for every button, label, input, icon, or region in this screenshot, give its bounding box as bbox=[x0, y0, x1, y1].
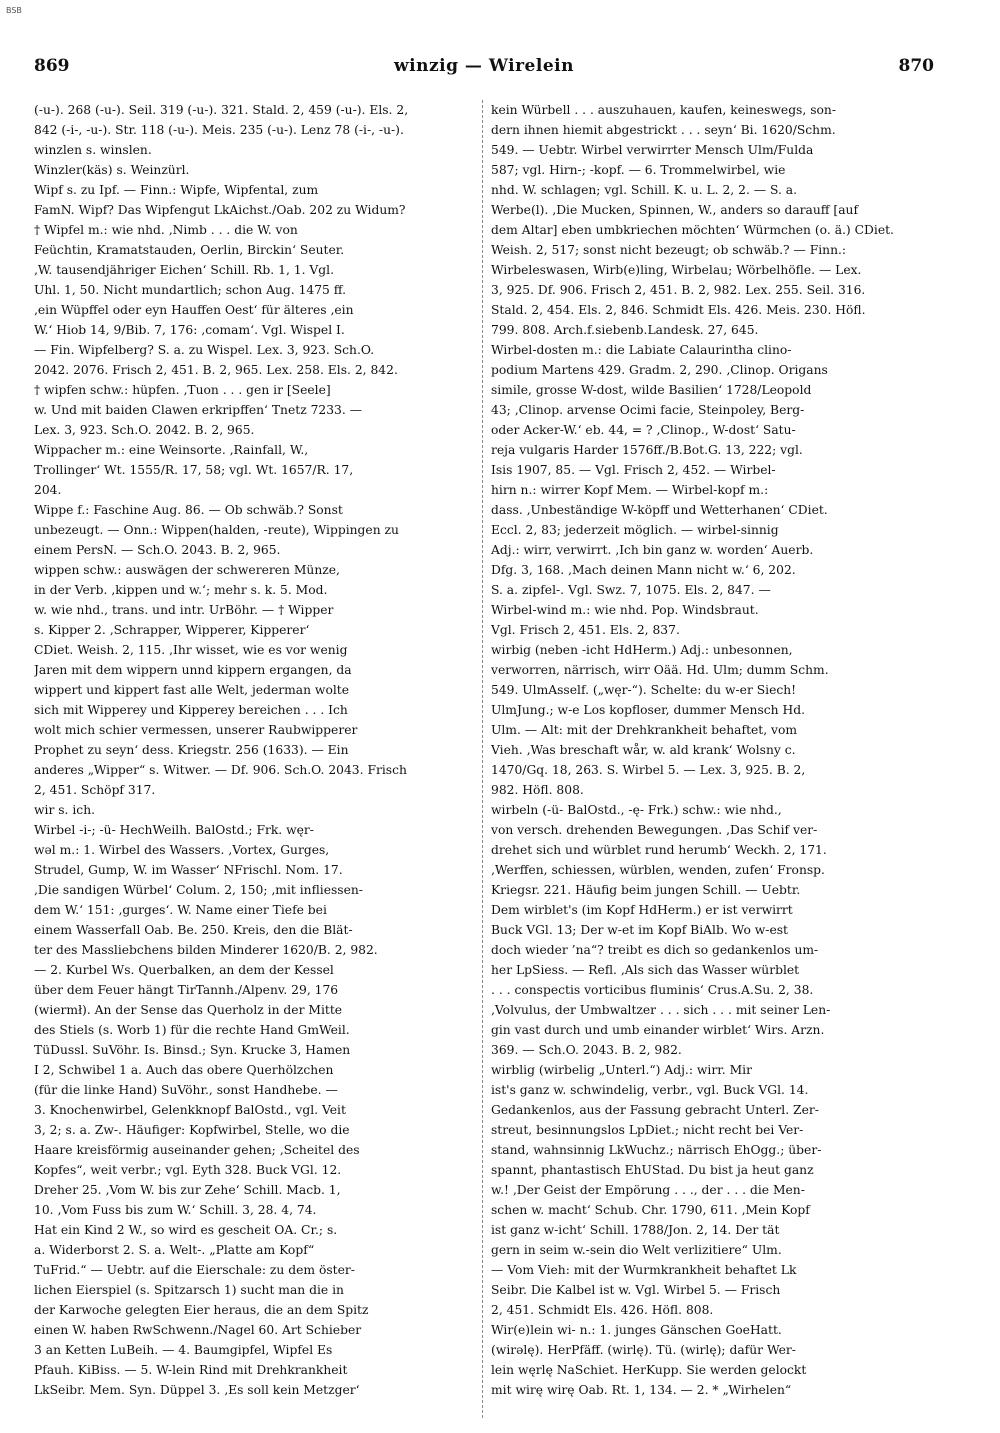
text-line: w.! ‚Der Geist der Empörung . . ., der . . . die Men- bbox=[491, 1183, 805, 1197]
text-line: einen W. haben RwSchwenn./Nagel 60. Art Schieber bbox=[34, 1323, 362, 1337]
text-line: hirn n.: wirrer Kopf Mem. — Wirbel-kopf m.: bbox=[491, 483, 769, 497]
text-line: ‚ein Wüpffel oder eyn Hauffen Oest‘ für älteres ‚ein bbox=[34, 303, 354, 317]
text-line: Ulm. — Alt: mit der Drehkrankheit behaftet, vom bbox=[491, 723, 798, 737]
text-line: (-u-). 268 (-u-). Seil. 319 (-u-). 321. Stald. 2, 459 (-u-). Els. 2, bbox=[34, 103, 409, 117]
text-line: über dem Feuer hängt TirTannh./Alpenv. 29, 176 bbox=[34, 983, 339, 997]
text-line: Dfg. 3, 168. ‚Mach deinen Mann nicht w.‘ 6, 202. bbox=[491, 563, 796, 577]
text-line: Vieh. ‚Was breschaft wår, w. ald krank‘ Wolsny c. bbox=[491, 743, 796, 757]
text-line: ‚W. tausendjähriger Eichen‘ Schill. Rb. 1, 1. Vgl. bbox=[34, 263, 335, 277]
text-line: (für die linke Hand) SuVöhr., sonst Handhebe. — bbox=[34, 1083, 338, 1097]
text-line: w. wie nhd., trans. und intr. UrBöhr. — † Wipper bbox=[34, 603, 334, 617]
text-line: Seibr. Die Kalbel ist w. Vgl. Wirbel 5. — Frisch bbox=[491, 1283, 781, 1297]
text-line: Wirbel -i-; -ü- HechWeilh. BalOstd.; Frk. węr- bbox=[34, 823, 314, 837]
text-line: (wiermł). An der Sense das Querholz in der Mitte bbox=[34, 1003, 343, 1017]
text-line: 3, 2; s. a. Zw-. Häufiger: Kopfwirbel, Stelle, wo die bbox=[34, 1123, 350, 1137]
right-page-number: 870 bbox=[898, 56, 934, 76]
text-line: 799. 808. Arch.f.siebenb.Landesk. 27, 645. bbox=[491, 323, 759, 337]
text-line: verworren, närrisch, wirr Oää. Hd. Ulm; dumm Schm. bbox=[491, 663, 829, 677]
text-line: anderes „Wipper“ s. Witwer. — Df. 906. Sch.O. 2043. Frisch bbox=[34, 763, 407, 777]
text-line: Kopfes“, weit verbr.; vgl. Eyth 328. Buck VGl. 12. bbox=[34, 1163, 342, 1177]
text-line: 10. ‚Vom Fuss bis zum W.‘ Schill. 3, 28. 4, 74. bbox=[34, 1203, 317, 1217]
text-line: Stald. 2, 454. Els. 2, 846. Schmidt Els. 426. Meis. 230. Höfl. bbox=[491, 303, 866, 317]
text-line: wir s. ich. bbox=[34, 803, 96, 817]
text-line: Werbe(l). ‚Die Mucken, Spinnen, W., anders so darauff [auf bbox=[491, 203, 859, 217]
text-line: W.‘ Hiob 14, 9/Bib. 7, 176: ‚comam‘. Vgl. Wispel I. bbox=[34, 323, 345, 337]
text-line: w. Und mit baiden Clawen erkripffen‘ Tnetz 7233. — bbox=[34, 403, 362, 417]
text-line: Wippe f.: Faschine Aug. 86. — Ob schwäb.? Sonst bbox=[34, 503, 343, 517]
text-line: Wipf s. zu Ipf. — Finn.: Wipfe, Wipfental, zum bbox=[34, 183, 319, 197]
text-line: Buck VGl. 13; Der w-et im Kopf BiAlb. Wo w-est bbox=[491, 923, 788, 937]
text-line: reja vulgaris Harder 1576ff./B.Bot.G. 13, 222; vgl. bbox=[491, 443, 803, 457]
text-line: Isis 1907, 85. — Vgl. Frisch 2, 452. — Wirbel- bbox=[491, 463, 776, 477]
text-line: Wirbel-dosten m.: die Labiate Calaurintha clino- bbox=[491, 343, 792, 357]
text-line: stand, wahnsinnig LkWuchz.; närrisch EhOgg.; über- bbox=[491, 1143, 822, 1157]
text-line: dem W.‘ 151: ‚gurges‘. W. Name einer Tiefe bei bbox=[34, 903, 327, 917]
text-line: simile, grosse W-dost, wilde Basilien‘ 1728/Leopold bbox=[491, 383, 812, 397]
text-line: nhd. W. schlagen; vgl. Schill. K. u. L. 2, 2. — S. a. bbox=[491, 183, 798, 197]
text-line: des Stiels (s. Worb 1) für die rechte Hand GmWeil. bbox=[34, 1023, 350, 1037]
text-line: ist ganz w-icht‘ Schill. 1788/Jon. 2, 14. Der tät bbox=[491, 1223, 780, 1237]
text-line: unbezeugt. — Onn.: Wippen(halden, -reute), Wippingen zu bbox=[34, 523, 399, 537]
text-line: Vgl. Frisch 2, 451. Els. 2, 837. bbox=[491, 623, 680, 637]
right-column bbox=[491, 100, 935, 1420]
text-line: Eccl. 2, 83; jederzeit möglich. — wirbel-sinnig bbox=[491, 523, 779, 537]
text-line: dem Altar] eben umbkriechen möchten‘ Würmchen (o. ä.) CDiet. bbox=[491, 223, 894, 237]
text-line: Dreher 25. ‚Vom W. bis zur Zehe‘ Schill. Macb. 1, bbox=[34, 1183, 341, 1197]
text-line: TüDussl. SuVöhr. Is. Binsd.; Syn. Krucke 3, Hamen bbox=[34, 1043, 351, 1057]
text-line: drehet sich und würblet rund herumb‘ Weckh. 2, 171. bbox=[491, 843, 827, 857]
text-line: 549. — Uebtr. Wirbel verwirrter Mensch Ulm/Fulda bbox=[491, 143, 814, 157]
text-line: 204. bbox=[34, 483, 62, 497]
text-line: Prophet zu seyn‘ dess. Kriegstr. 256 (1633). — Ein bbox=[34, 743, 349, 757]
text-line: . . . conspectis vorticibus fluminis‘ Crus.A.Su. 2, 38. bbox=[491, 983, 814, 997]
text-line: Pfauh. KiBiss. — 5. W-lein Rind mit Drehkrankheit bbox=[34, 1363, 348, 1377]
text-line: Dem wirblet's (im Kopf HdHerm.) er ist verwirrt bbox=[491, 903, 793, 917]
text-line: 3, 925. Df. 906. Frisch 2, 451. B. 2, 982. Lex. 255. Seil. 316. bbox=[491, 283, 866, 297]
text-line: wirblig (wirbelig „Unterl.“) Adj.: wirr. Mir bbox=[491, 1063, 752, 1077]
text-line: streut, besinnungslos LpDiet.; nicht recht bei Ver- bbox=[491, 1123, 804, 1137]
text-line: Lex. 3, 923. Sch.O. 2042. B. 2, 965. bbox=[34, 423, 255, 437]
text-line: Jaren mit dem wippern unnd kippern ergangen, da bbox=[34, 663, 352, 677]
text-line: I 2, Schwibel 1 a. Auch das obere Querhölzchen bbox=[34, 1063, 334, 1077]
text-line: 842 (-i-, -u-). Str. 118 (-u-). Meis. 235 (-u-). Lenz 78 (-i-, -u-). bbox=[34, 123, 404, 137]
text-line: winzlen s. winslen. bbox=[34, 143, 152, 157]
text-line: 549. UlmAsself. („węr-“). Schelte: du w-er Siech! bbox=[491, 683, 797, 697]
text-line: FamN. Wipf? Das Wipfengut LkAichst./Oab. 202 zu Widum? bbox=[34, 203, 406, 217]
library-stamp: BSB bbox=[6, 6, 22, 15]
text-line: 982. Höfl. 808. bbox=[491, 783, 584, 797]
text-line: Wir(e)lein wi- n.: 1. junges Gänschen GoeHatt. bbox=[491, 1323, 782, 1337]
text-line: 2042. 2076. Frisch 2, 451. B. 2, 965. Lex. 258. Els. 2, 842. bbox=[34, 363, 398, 377]
text-line: s. Kipper 2. ‚Schrapper, Wipperer, Kipperer‘ bbox=[34, 623, 310, 637]
text-line: 369. — Sch.O. 2043. B. 2, 982. bbox=[491, 1043, 682, 1057]
text-line: dass. ‚Unbeständige W-köpff und Wetterhanen‘ CDiet. bbox=[491, 503, 828, 517]
text-line: — Vom Vieh: mit der Wurmkrankheit behaftet Lk bbox=[491, 1263, 797, 1277]
text-line: — Fin. Wipfelberg? S. a. zu Wispel. Lex. 3, 923. Sch.O. bbox=[34, 343, 375, 357]
text-line: † Wipfel m.: wie nhd. ‚Nimb . . . die W. von bbox=[34, 223, 298, 237]
text-line: gin vast durch und umb einander wirblet‘ Wirs. Arzn. bbox=[491, 1023, 825, 1037]
text-line: CDiet. Weish. 2, 115. ‚Ihr wisset, wie es vor wenig bbox=[34, 643, 348, 657]
text-line: lein węrlę NaSchiet. HerKupp. Sie werden gelockt bbox=[491, 1363, 807, 1377]
text-line: Strudel, Gump, W. im Wasser‘ NFrischl. Nom. 17. bbox=[34, 863, 343, 877]
page-header bbox=[34, 56, 934, 82]
text-line: von versch. drehenden Bewegungen. ‚Das Schif ver- bbox=[491, 823, 818, 837]
text-line: ‚Die sandigen Würbel‘ Colum. 2, 150; ‚mit infliessen- bbox=[34, 883, 363, 897]
text-line: Gedankenlos, aus der Fassung gebracht Unterl. Zer- bbox=[491, 1103, 819, 1117]
column-divider bbox=[482, 100, 483, 1418]
text-line: schen w. macht‘ Schub. Chr. 1790, 611. ‚Mein Kopf bbox=[491, 1203, 810, 1217]
text-line: wəl m.: 1. Wirbel des Wassers. ‚Vortex, Gurges, bbox=[34, 843, 330, 857]
text-line: dern ihnen hiemit abgestrickt . . . seyn‘ Bi. 1620/Schm. bbox=[491, 123, 836, 137]
page-title: winzig — Wirelein bbox=[394, 56, 574, 76]
text-line: einem Wasserfall Oab. Be. 250. Kreis, den die Blät- bbox=[34, 923, 353, 937]
text-line: mit wirę wirę Oab. Rt. 1, 134. — 2. * „Wirhelen“ bbox=[491, 1383, 792, 1397]
text-line: Hat ein Kind 2 W., so wird es gescheit OA. Cr.; s. bbox=[34, 1223, 338, 1237]
text-line: Haare kreisförmig auseinander gehen; ‚Scheitel des bbox=[34, 1143, 360, 1157]
text-line: Adj.: wirr, verwirrt. ‚Ich bin ganz w. worden‘ Auerb. bbox=[491, 543, 814, 557]
text-line: Wippacher m.: eine Weinsorte. ‚Rainfall, W., bbox=[34, 443, 309, 457]
text-line: wirbig (neben -icht HdHerm.) Adj.: unbesonnen, bbox=[491, 643, 793, 657]
text-line: her LpSiess. — Refl. ‚Als sich das Wasser würblet bbox=[491, 963, 800, 977]
text-line: 43; ‚Clinop. arvense Ocimi facie, Steinpoley, Berg- bbox=[491, 403, 805, 417]
text-line: S. a. zipfel-. Vgl. Swz. 7, 1075. Els. 2, 847. — bbox=[491, 583, 771, 597]
text-line: der Karwoche gelegten Eier heraus, die an dem Spitz bbox=[34, 1303, 369, 1317]
text-line: spannt, phantastisch EhUStad. Du bist ja heut ganz bbox=[491, 1163, 814, 1177]
text-line: gern in seim w.-sein dio Welt verlizitiere“ Ulm. bbox=[491, 1243, 782, 1257]
text-line: in der Verb. ‚kippen und w.‘; mehr s. k. 5. Mod. bbox=[34, 583, 328, 597]
text-line: Wirbel-wind m.: wie nhd. Pop. Windsbraut. bbox=[491, 603, 759, 617]
text-line: ist's ganz w. schwindelig, verbr., vgl. Buck VGl. 14. bbox=[491, 1083, 809, 1097]
text-line: wippen schw.: auswägen der schwereren Münze, bbox=[34, 563, 340, 577]
left-page-number: 869 bbox=[34, 56, 70, 76]
text-line: UlmJung.; w-e Los kopfloser, dummer Mensch Hd. bbox=[491, 703, 805, 717]
text-line: Weish. 2, 517; sonst nicht bezeugt; ob schwäb.? — Finn.: bbox=[491, 243, 847, 257]
text-line: doch wieder ’na“? treibt es dich so gedankenlos um- bbox=[491, 943, 819, 957]
text-line: † wipfen schw.: hüpfen. ‚Tuon . . . gen ir [Seele] bbox=[34, 383, 331, 397]
text-line: Trollinger‘ Wt. 1555/R. 17, 58; vgl. Wt. 1657/R. 17, bbox=[34, 463, 354, 477]
left-column bbox=[34, 100, 474, 1420]
text-line: lichen Eierspiel (s. Spitzarsch 1) sucht man die in bbox=[34, 1283, 344, 1297]
text-line: — 2. Kurbel Ws. Querbalken, an dem der Kessel bbox=[34, 963, 334, 977]
text-line: Uhl. 1, 50. Nicht mundartlich; schon Aug. 1475 ff. bbox=[34, 283, 346, 297]
text-line: Feüchtin, Kramatstauden, Oerlin, Birckin‘ Seuter. bbox=[34, 243, 345, 257]
text-line: oder Acker-W.‘ eb. 44, = ? ‚Clinop., W-dost‘ Satu- bbox=[491, 423, 796, 437]
text-line: Kriegsr. 221. Häufig beim jungen Schill. — Uebtr. bbox=[491, 883, 801, 897]
text-line: wirbeln (-ü- BalOstd., -ę- Frk.) schw.: wie nhd., bbox=[491, 803, 782, 817]
text-line: a. Widerborst 2. S. a. Welt-. „Platte am Kopf“ bbox=[34, 1243, 315, 1257]
text-line: einem PersN. — Sch.O. 2043. B. 2, 965. bbox=[34, 543, 281, 557]
text-line: Wirbeleswasen, Wirb(e)ling, Wirbelau; Wörbelhöfle. — Lex. bbox=[491, 263, 862, 277]
text-line: (wirəlę). HerPfäff. (wirlę). Tü. (wirlę); dafür Wer- bbox=[491, 1343, 796, 1357]
text-line: wolt mich schier vermessen, unserer Raubwipperer bbox=[34, 723, 358, 737]
text-line: 1470/Gq. 18, 263. S. Wirbel 5. — Lex. 3, 925. B. 2, bbox=[491, 763, 806, 777]
text-line: ‚Volvulus, der Umbwaltzer . . . sich . . . mit seiner Len- bbox=[491, 1003, 831, 1017]
text-line: podium Martens 429. Gradm. 2, 290. ‚Clinop. Origans bbox=[491, 363, 828, 377]
text-line: 2, 451. Schmidt Els. 426. Höfl. 808. bbox=[491, 1303, 714, 1317]
text-line: 3. Knochenwirbel, Gelenkknopf BalOstd., vgl. Veit bbox=[34, 1103, 346, 1117]
text-line: 587; vgl. Hirn-; -kopf. — 6. Trommelwirbel, wie bbox=[491, 163, 786, 177]
text-line: ‚Werffen, schiessen, würblen, wenden, zufen‘ Fronsp. bbox=[491, 863, 825, 877]
text-line: sich mit Wipperey und Kipperey bereichen . . . Ich bbox=[34, 703, 348, 717]
text-line: ter des Massliebchens bilden Minderer 1620/B. 2, 982. bbox=[34, 943, 378, 957]
text-line: LkSeibr. Mem. Syn. Düppel 3. ‚Es soll kein Metzger‘ bbox=[34, 1383, 360, 1397]
text-line: TuFrid.“ — Uebtr. auf die Eierschale: zu dem öster- bbox=[34, 1263, 355, 1277]
text-line: Winzler(käs) s. Weinzürl. bbox=[34, 163, 190, 177]
text-line: 2, 451. Schöpf 317. bbox=[34, 783, 156, 797]
text-line: kein Würbell . . . auszuhauen, kaufen, keineswegs, son- bbox=[491, 103, 836, 117]
text-line: 3 an Ketten LuBeih. — 4. Baumgipfel, Wipfel Es bbox=[34, 1343, 333, 1357]
text-line: wippert und kippert fast alle Welt, jederman wolte bbox=[34, 683, 350, 697]
